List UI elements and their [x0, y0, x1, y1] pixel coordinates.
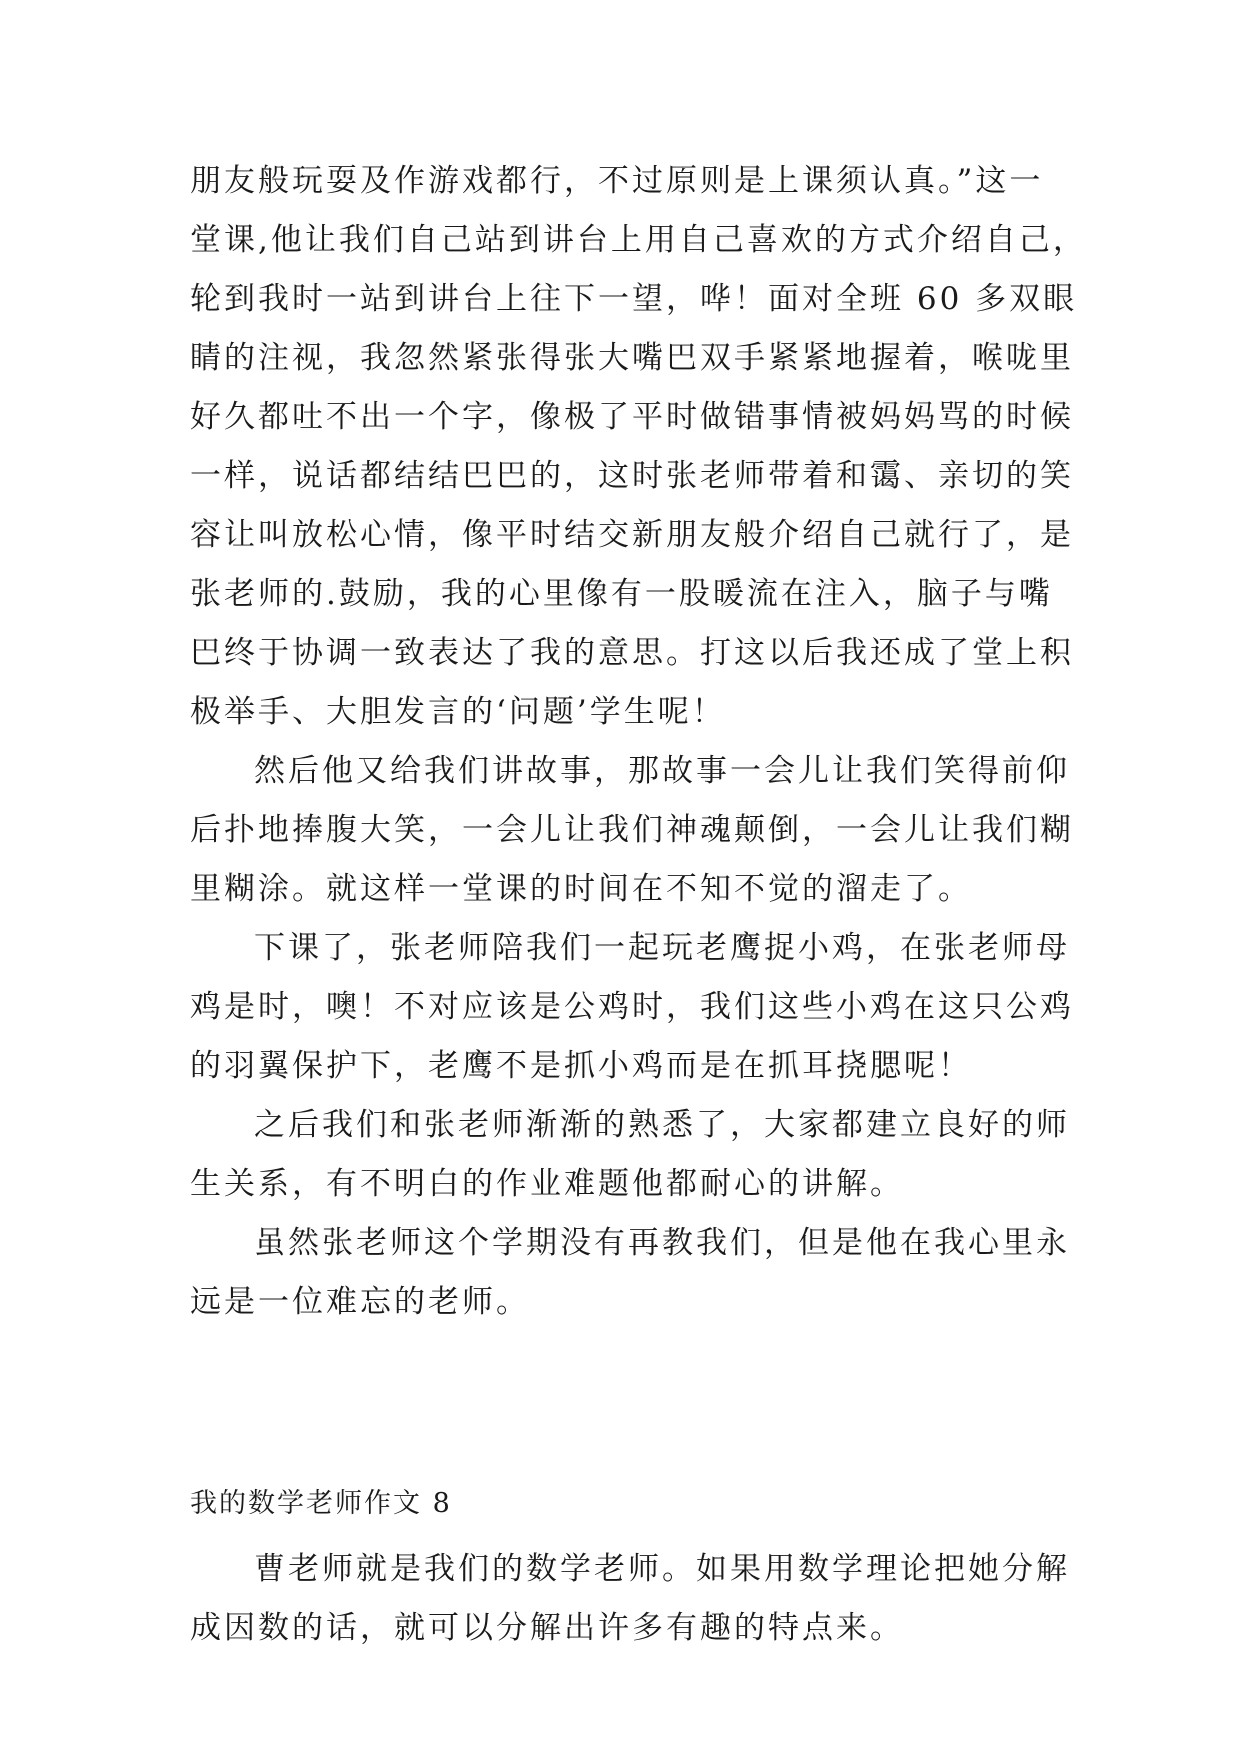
text-line: 容让叫放松心情，像平时结交新朋友般介绍自己就行了，是 — [190, 517, 1074, 553]
text-line: 张老师的.鼓励，我的心里像有一股暖流在注入，脑子与嘴 — [190, 576, 1053, 612]
text-line: 堂课,他让我们自己站到讲台上用自己喜欢的方式介绍自己， — [190, 222, 1087, 258]
essay-body-section — [190, 1540, 1090, 1658]
paragraph-first-line: 曹老师就是我们的数学老师。如果用数学理论把她分解 — [254, 1551, 1070, 1587]
text-line: 生关系，有不明白的作业难题他都耐心的讲解。 — [190, 1166, 904, 1202]
text-line: 极举手、大胆发言的‘问题’学生呢！ — [190, 694, 726, 730]
paragraph-first-line: 然后他又给我们讲故事，那故事一会儿让我们笑得前仰 — [254, 753, 1070, 789]
paragraph-first-line: 虽然张老师这个学期没有再教我们，但是他在我心里永 — [254, 1225, 1070, 1261]
essay-body-section — [190, 152, 1090, 1332]
text-line: 一样，说话都结结巴巴的，这时张老师带着和霭、亲切的笑 — [190, 458, 1074, 494]
text-line: 巴终于协调一致表达了我的意思。打这以后我还成了堂上积 — [190, 635, 1074, 671]
paragraph-first-line: 下课了，张老师陪我们一起玩老鹰捉小鸡，在张老师母 — [254, 930, 1070, 966]
text-line: 好久都吐不出一个字，像极了平时做错事情被妈妈骂的时候 — [190, 399, 1074, 435]
text-line: 远是一位难忘的老师。 — [190, 1284, 530, 1320]
text-line: 鸡是时，噢！不对应该是公鸡时，我们这些小鸡在这只公鸡 — [190, 989, 1074, 1025]
text-line: 成因数的话，就可以分解出许多有趣的特点来。 — [190, 1610, 904, 1646]
paragraph-first-line: 之后我们和张老师渐渐的熟悉了，大家都建立良好的师 — [254, 1107, 1070, 1143]
text-line: 里糊涂。就这样一堂课的时间在不知不觉的溜走了。 — [190, 871, 972, 907]
text-line: 轮到我时一站到讲台上往下一望，哗！面对全班 60 多双眼 — [190, 281, 1078, 317]
section-heading: 我的数学老师作文 8 — [190, 1488, 452, 1519]
text-line: 后扑地捧腹大笑，一会儿让我们神魂颠倒，一会儿让我们糊 — [190, 812, 1074, 848]
text-line: 朋友般玩耍及作游戏都行，不过原则是上课须认真。”这一 — [190, 163, 1044, 199]
text-line: 的羽翼保护下，老鹰不是抓小鸡而是在抓耳挠腮呢！ — [190, 1048, 972, 1084]
text-line: 睛的注视，我忽然紧张得张大嘴巴双手紧紧地握着，喉咙里 — [190, 340, 1074, 376]
